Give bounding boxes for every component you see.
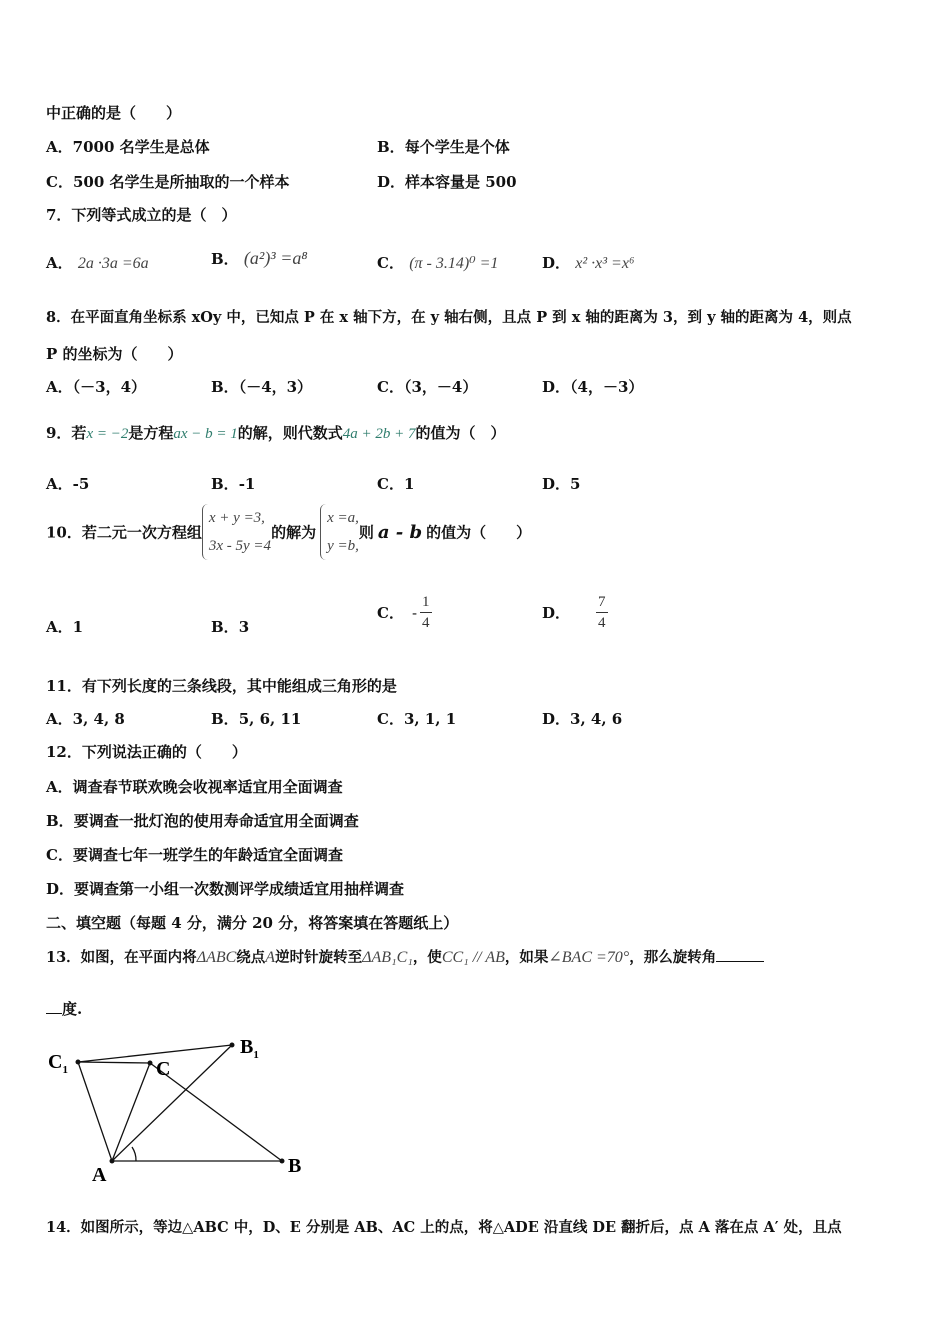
q10-fraction-d: $\frac{7}{4}$	[598, 594, 606, 631]
q10-system-solution: x =a, y =b,	[320, 504, 359, 560]
q8-option-b: B．（－4，3）	[211, 378, 313, 396]
q9-math-equation: ax − b = 1	[173, 426, 238, 442]
q7-option-c: C． (π - 3.14)⁰ =1	[377, 254, 499, 272]
angle-bac-arc	[132, 1147, 136, 1161]
q10-fraction-c: $\frac{1}{4}$	[422, 594, 430, 631]
q6-option-b: B．每个学生是个体	[377, 138, 510, 156]
q7-stem: 7．下列等式成立的是（ ）	[46, 206, 237, 224]
q6-option-d: D．样本容量是 500	[377, 173, 517, 191]
q9-option-d: D．5	[542, 475, 581, 493]
q6-stem-tail: 中正确的是（ ）	[46, 104, 182, 122]
q13-stem-end: 度.	[46, 998, 82, 1019]
q7-option-b: B． (a²)³ =a⁸	[211, 248, 308, 268]
q8-stem-line2: P 的坐标为（ ）	[46, 345, 183, 363]
q12-option-d: D．要调查第一小组一次数测评学成绩适宜用抽样调查	[46, 880, 405, 898]
q12-option-c: C．要调查七年一班学生的年龄适宜全面调查	[46, 846, 343, 864]
q7-option-d: D． x² ·x³ =x⁶	[542, 254, 635, 272]
q13-answer-blank-cont	[46, 1013, 62, 1014]
label-b: B	[288, 1155, 302, 1177]
q11-option-b: B．5, 6, 11	[211, 710, 302, 728]
q13-answer-blank	[716, 961, 764, 962]
q11-stem: 11．有下列长度的三条线段，其中能组成三角形的是	[46, 677, 397, 695]
q9-math-expression: 4a + 2b + 7	[342, 426, 416, 442]
segment-c1-a	[78, 1062, 112, 1161]
q12-option-a: A．调查春节联欢晚会收视率适宜用全面调查	[46, 778, 343, 796]
q10-stem: 10．若二元一次方程组 x + y =3, 3x - 5y =4 的解为 x =a, y =b, 则 a - b 的值为（ ）	[46, 504, 531, 560]
q11-option-d: D．3, 4, 6	[542, 710, 623, 728]
q10-option-d: D． $\frac{7}{4}$	[542, 594, 606, 631]
q9-option-c: C．1	[377, 475, 415, 493]
q10-option-a: A．1	[46, 618, 84, 636]
label-b1: $B_1$	[240, 1036, 259, 1061]
q10-option-c: C． - $\frac{1}{4}$	[377, 594, 430, 631]
q14-stem: 14．如图所示，等边△ABC 中，D、E 分别是 AB、AC 上的点，将△ADE 沿直线 DE 翻折后，点 A 落在点 A′ 处，且点	[46, 1219, 842, 1236]
q9-stem: 9．若x = −2是方程ax − b = 1的解，则代数式4a + 2b + 7的值为（ ）	[46, 424, 506, 442]
q7-option-a: A． 2a ·3a =6a	[46, 254, 149, 272]
q11-option-c: C．3, 1, 1	[377, 710, 457, 728]
q9-option-b: B．-1	[211, 475, 256, 493]
label-c: C	[156, 1058, 171, 1080]
segment-c-a	[112, 1063, 150, 1161]
q8-stem-line1: 8．在平面直角坐标系 xOy 中，已知点 P 在 x 轴下方，在 y 轴右侧，且点 P 到 x 轴的距离为 3，到 y 轴的距离为 4，则点	[46, 309, 852, 326]
q10-option-b: B．3	[211, 618, 250, 636]
q8-option-d: D．（4，－3）	[542, 378, 644, 396]
q11-option-a: A．3, 4, 8	[46, 710, 125, 728]
q9-option-a: A．-5	[46, 475, 90, 493]
q8-option-c: C．（3，－4）	[377, 378, 478, 396]
q10-system-equations: x + y =3, 3x - 5y =4	[202, 504, 271, 560]
q6-option-a: A．7000 名学生是总体	[46, 138, 210, 156]
q13-stem: 13．如图，在平面内将ΔABC绕点A逆时针旋转至ΔAB₁C₁，使CC₁ // AB，如果∠BAC =70°，那么旋转角	[46, 946, 764, 967]
section-heading-fill-in: 二、填空题（每题 4 分，满分 20 分，将答案填在答题纸上）	[46, 914, 459, 932]
q13-rotation-figure	[40, 1035, 320, 1185]
q8-option-a: A．（－3，4）	[46, 378, 147, 396]
label-a: A	[92, 1164, 107, 1185]
q12-option-b: B．要调查一批灯泡的使用寿命适宜用全面调查	[46, 812, 359, 830]
label-c1: $C_1$	[48, 1051, 68, 1076]
q12-stem: 12．下列说法正确的（ ）	[46, 743, 247, 761]
q6-option-c: C．500 名学生是所抽取的一个样本	[46, 173, 290, 191]
segment-c1-b1	[78, 1045, 232, 1062]
q9-math-x: x = −2	[86, 426, 129, 442]
segment-c1-c	[78, 1062, 150, 1063]
